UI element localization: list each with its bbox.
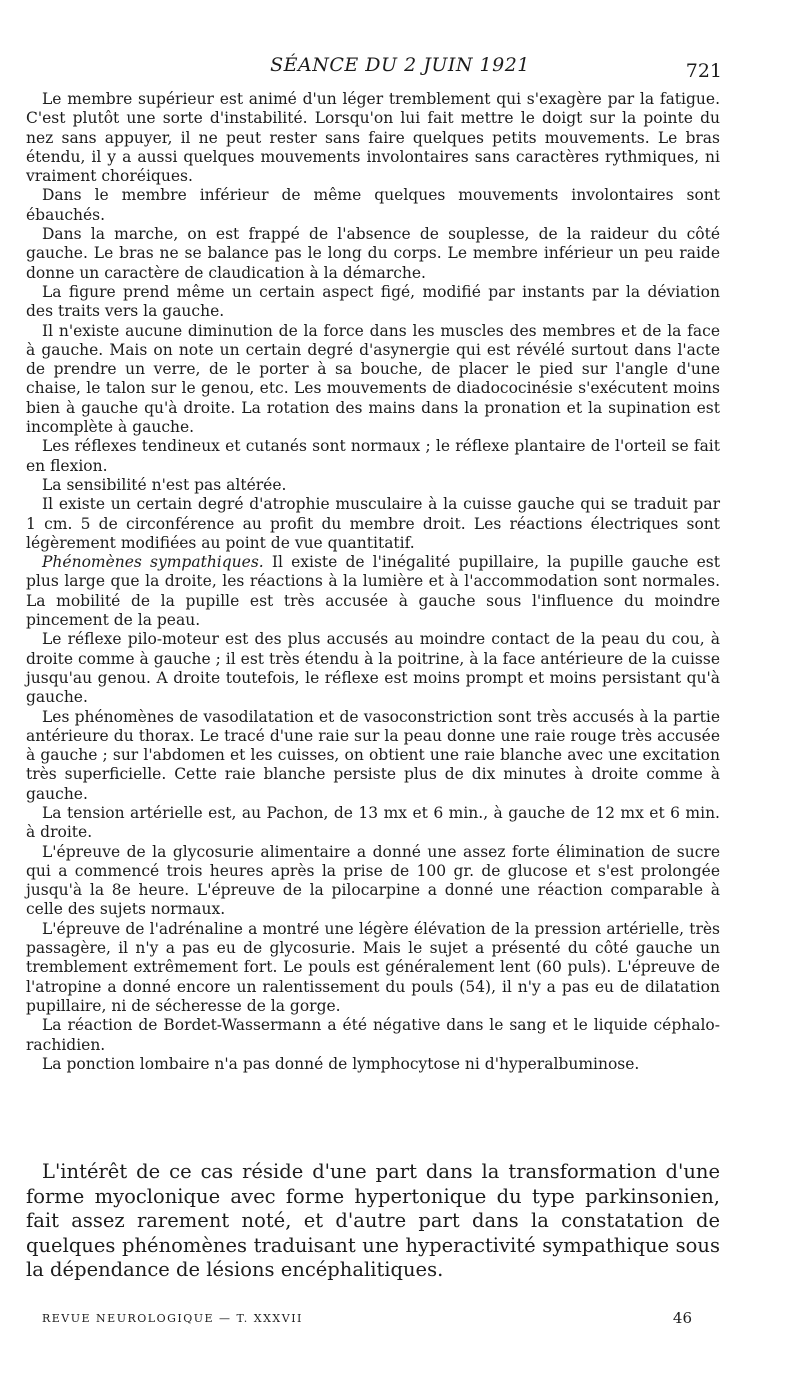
paragraph: La réaction de Bordet-Wassermann a été négative dans le sang et le liquide céphalo-rachidien. <box>26 1016 720 1054</box>
footer <box>42 1309 722 1336</box>
page-number: 721 <box>685 60 722 82</box>
running-title: SÉANCE DU 2 JUIN 1921 <box>270 54 530 76</box>
paragraph: Le réflexe pilo-moteur est des plus accusés au moindre contact de la peau du cou, à droite comme à gauche ; il est très étendu à la poitrine, à la face antérieure de la cuisse jusqu'au genou. A droite toutefois, le réflexe est moins prompt et moins persistant qu'à gauche. <box>26 630 720 707</box>
footer-journal: REVUE NEUROLOGIQUE — T. XXXVII <box>42 1312 303 1325</box>
paragraph: Il existe un certain degré d'atrophie musculaire à la cuisse gauche qui se traduit par 1 cm. 5 de circonférence au profit du membre droit. Les réactions électriques sont légèrement modifiées au point de vue quantitatif. <box>26 495 720 552</box>
sympathetic-paragraph <box>26 553 720 630</box>
section-text: Il existe de l'inégalité pupillaire, la pupille gauche est plus large que la droite, les réactions à la lumière et à l'accommodation sont normales. La mobilité de la pupille est très accusée à gauche sous l'influence du moindre pincement de la peau. <box>26 553 720 630</box>
paragraph: Il n'existe aucune diminution de la force dans les muscles des membres et de la face à gauche. Mais on note un certain degré d'asynergie qui est révélé surtout dans l'acte de prendre un verre, de le porter à sa bouche, de placer le pied sur l'angle d'une chaise, le talon sur le genou, etc. Les mouvements de diadococinésie s'exécutent moins bien à gauche qu'à droite. La rotation des mains dans la pronation et la supination est incomplète à gauche. <box>26 321 720 437</box>
paragraph: La tension artérielle est, au Pachon, de 13 mx et 6 min., à gauche de 12 mx et 6 min. à droite. <box>26 803 720 842</box>
paragraph: Les réflexes tendineux et cutanés sont normaux ; le réflexe plantaire de l'orteil se fait en flexion. <box>26 437 720 475</box>
paragraph: Les phénomènes de vasodilatation et de vasoconstriction sont très accusés à la partie antérieure du thorax. Le tracé d'une raie sur la peau donne une raie rouge très accusée à gauche ; sur l'abdomen et les cuisses, on obtient une raie blanche avec une excitation très superficielle. Cette raie blanche persiste plus de dix minutes à droite comme à gauche. <box>26 707 720 803</box>
body-text <box>26 90 720 1074</box>
conclusion-paragraph: L'intérêt de ce cas réside d'une part dans la transformation d'une forme myoclonique avec forme hypertonique du type parkinsonien, fait assez rarement noté, et d'autre part dans la constatation de quelques phénomènes traduisant une hyperactivité sympathique sous la dépendance de lésions encéphalitiques. <box>26 1160 720 1281</box>
section-lead: Phénomènes sympathiques. <box>42 553 264 572</box>
paragraph: La sensibilité n'est pas altérée. <box>42 475 287 494</box>
paragraph: Dans le membre inférieur de même quelques mouvements involontaires sont ébauchés. <box>26 186 720 224</box>
paragraph: Le membre supérieur est animé d'un léger tremblement qui s'exagère par la fatigue. C'est plutôt une sorte d'instabilité. Lorsqu'on lui fait mettre le doigt sur la pointe du nez sans appuyer, il ne peut rester sans faire quelques petits mouvements. Le bras étendu, il y a aussi quelques mouvements involontaires sans caractères rythmiques, ni vraiment choréiques. <box>26 90 720 186</box>
paragraph: La ponction lombaire n'a pas donné de lymphocytose ni d'hyperalbuminose. <box>42 1054 640 1073</box>
paragraph: Dans la marche, on est frappé de l'absence de souplesse, de la raideur du côté gauche. Le bras ne se balance pas le long du corps. Le membre inférieur un peu raide donne un caractère de claudication à la démarche. <box>26 225 720 282</box>
paragraph: L'épreuve de l'adrénaline a montré une légère élévation de la pression artérielle, très passagère, il n'y a pas eu de glycosurie. Mais le sujet a présenté du côté gauche un tremblement extrêmement fort. Le pouls est généralement lent (60 puls). L'épreuve de l'atropine a donné encore un ralentissement du pouls (54), il n'y a pas eu de dilatation pupillaire, ni de sécheresse de la gorge. <box>26 919 720 1015</box>
running-head <box>0 52 800 82</box>
conclusion <box>26 1160 720 1283</box>
paragraph: La figure prend même un certain aspect figé, modifié par instants par la déviation des traits vers la gauche. <box>26 282 720 321</box>
signature-mark: 46 <box>672 1309 692 1327</box>
paragraph: L'épreuve de la glycosurie alimentaire a donné une assez forte élimination de sucre qui a commencé trois heures après la prise de 100 gr. de glucose et s'est prolongée jusqu'à la 8e heure. L'épreuve de la pilocarpine a donné une réaction comparable à celle des sujets normaux. <box>26 842 720 919</box>
